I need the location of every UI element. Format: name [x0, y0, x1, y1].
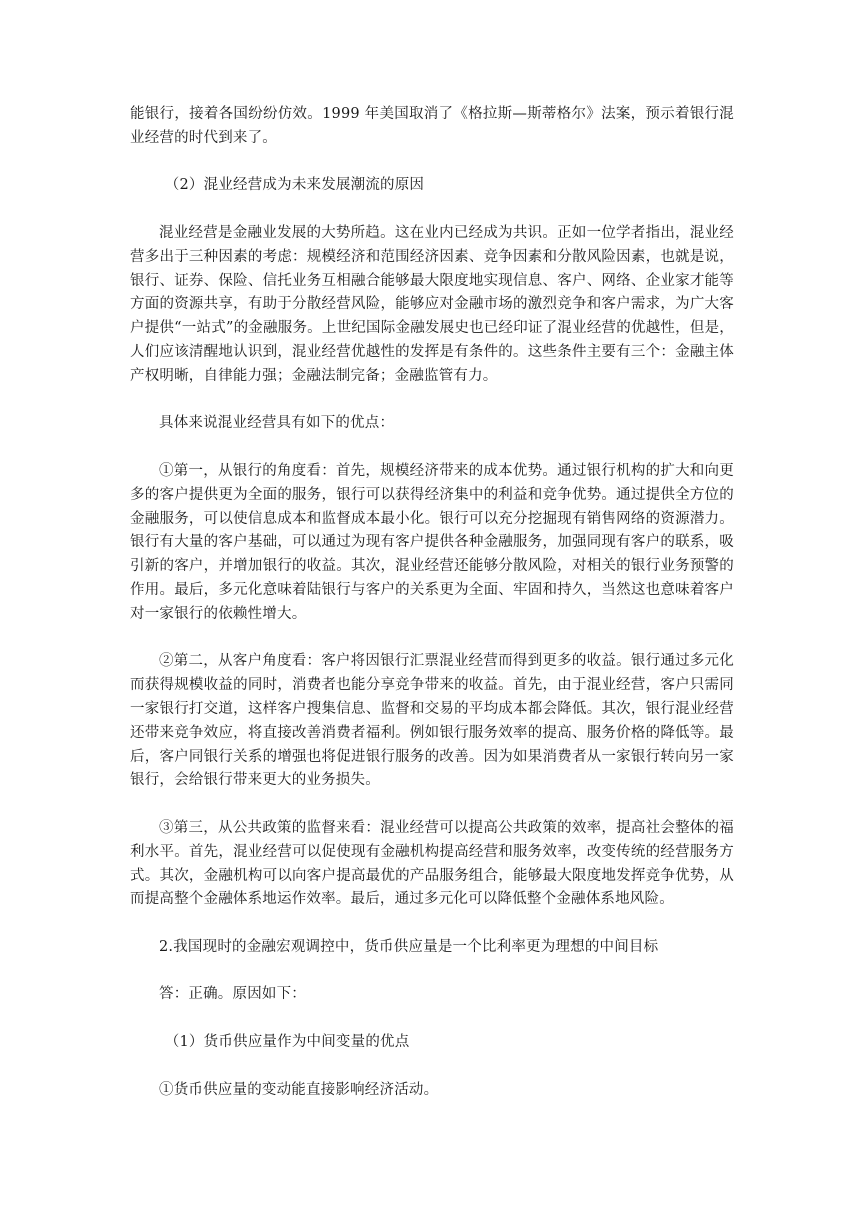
paragraph-mixed-operation-trend: 混业经营是金融业发展的大势所趋。这在业内已经成为共识。正如一位学者指出，混业经营多出于三种因素的考虑：规模经济和范围经济因素、竞争因素和分散风险因素，也就是说，银行、证券、保险、信托业务互相融合能够最大限度地实现信息、客户、网络、企业家才能等方面的资源共享，有助于分散经营风险，能够应对金融市场的激烈竞争和客户需求，为广大客户提供“一站式”的金融服务。上世纪国际金融发展史也已经印证了混业经营的优越性，但是，人们应该清醒地认识到，混业经营优越性的发挥是有条件的。这些条件主要有三个：金融主体产权明晰，自律能力强；金融法制完备；金融监管有力。: [130, 224, 734, 384]
question-heading-2: 2.我国现时的金融宏观调控中，货币供应量是一个比利率更为理想的中间目标: [159, 938, 659, 955]
paragraph-customer-perspective: ②第二，从客户角度看：客户将因银行汇票混业经营而得到更多的收益。银行通过多元化而获得规模收益的同时，消费者也能分享竞争带来的收益。首先，由于混业经营，客户只需同一家银行打交道，这样客户搜集信息、监督和交易的平均成本都会降低。其次，银行混业经营还带来竞争效应，将直接改善消费者福利。例如银行服务效率的提高、服务价格的降低等。最后，客户同银行关系的增强也将促进银行服务的改善。因为如果消费者从一家银行转向另一家银行，会给银行带来更大的业务损失。: [130, 653, 734, 789]
paragraph-bank-perspective: ①第一，从银行的角度看：首先，规模经济带来的成本优势。通过银行机构的扩大和向更多的客户提供更为全面的服务，银行可以获得经济集中的利益和竞争优势。通过提供全方位的金融服务，可以使信息成本和监督成本最小化。银行可以充分挖掘现有销售网络的资源潜力。银行有大量的客户基础，可以通过为现有客户提供各种金融服务，加强同现有客户的联系，吸引新的客户，并增加银行的收益。其次，混业经营还能够分散风险，对相关的银行业务预警的作用。最后，多元化意味着陆银行与客户的关系更为全面、牢固和持久，当然这也意味着客户对一家银行的依赖性增大。: [130, 462, 734, 622]
paragraph-public-policy: ③第三，从公共政策的监督来看：混业经营可以提高公共政策的效率，提高社会整体的福利水平。首先，混业经营可以促使现有金融机构提高经营和服务效率，改变传统的经营服务方式。其次，金融机构可以向客户提高最优的产品服务组合，能够最大限度地发挥竞争优势，从而提高整个金融体系地运作效率。最后，通过多元化可以降低整个金融体系地风险。: [130, 819, 734, 908]
document-body: [130, 103, 734, 1126]
paragraph-advantages-intro: 具体来说混业经营具有如下的优点：: [159, 415, 395, 432]
point-money-supply-effect: ①货币供应量的变动能直接影响经济活动。: [159, 1081, 439, 1098]
section-heading-reasons: （2）混业经营成为未来发展潮流的原因: [164, 177, 425, 194]
paragraph-continuation: 能银行，接着各国纷纷仿效。1999 年美国取消了《格拉斯—斯蒂格尔》法案，预示着银行混业经营的时代到来了。: [130, 106, 734, 146]
answer-text: 答：正确。原因如下：: [159, 986, 306, 1003]
subheading-money-supply-advantages: （1）货币供应量作为中间变量的优点: [164, 1034, 410, 1051]
